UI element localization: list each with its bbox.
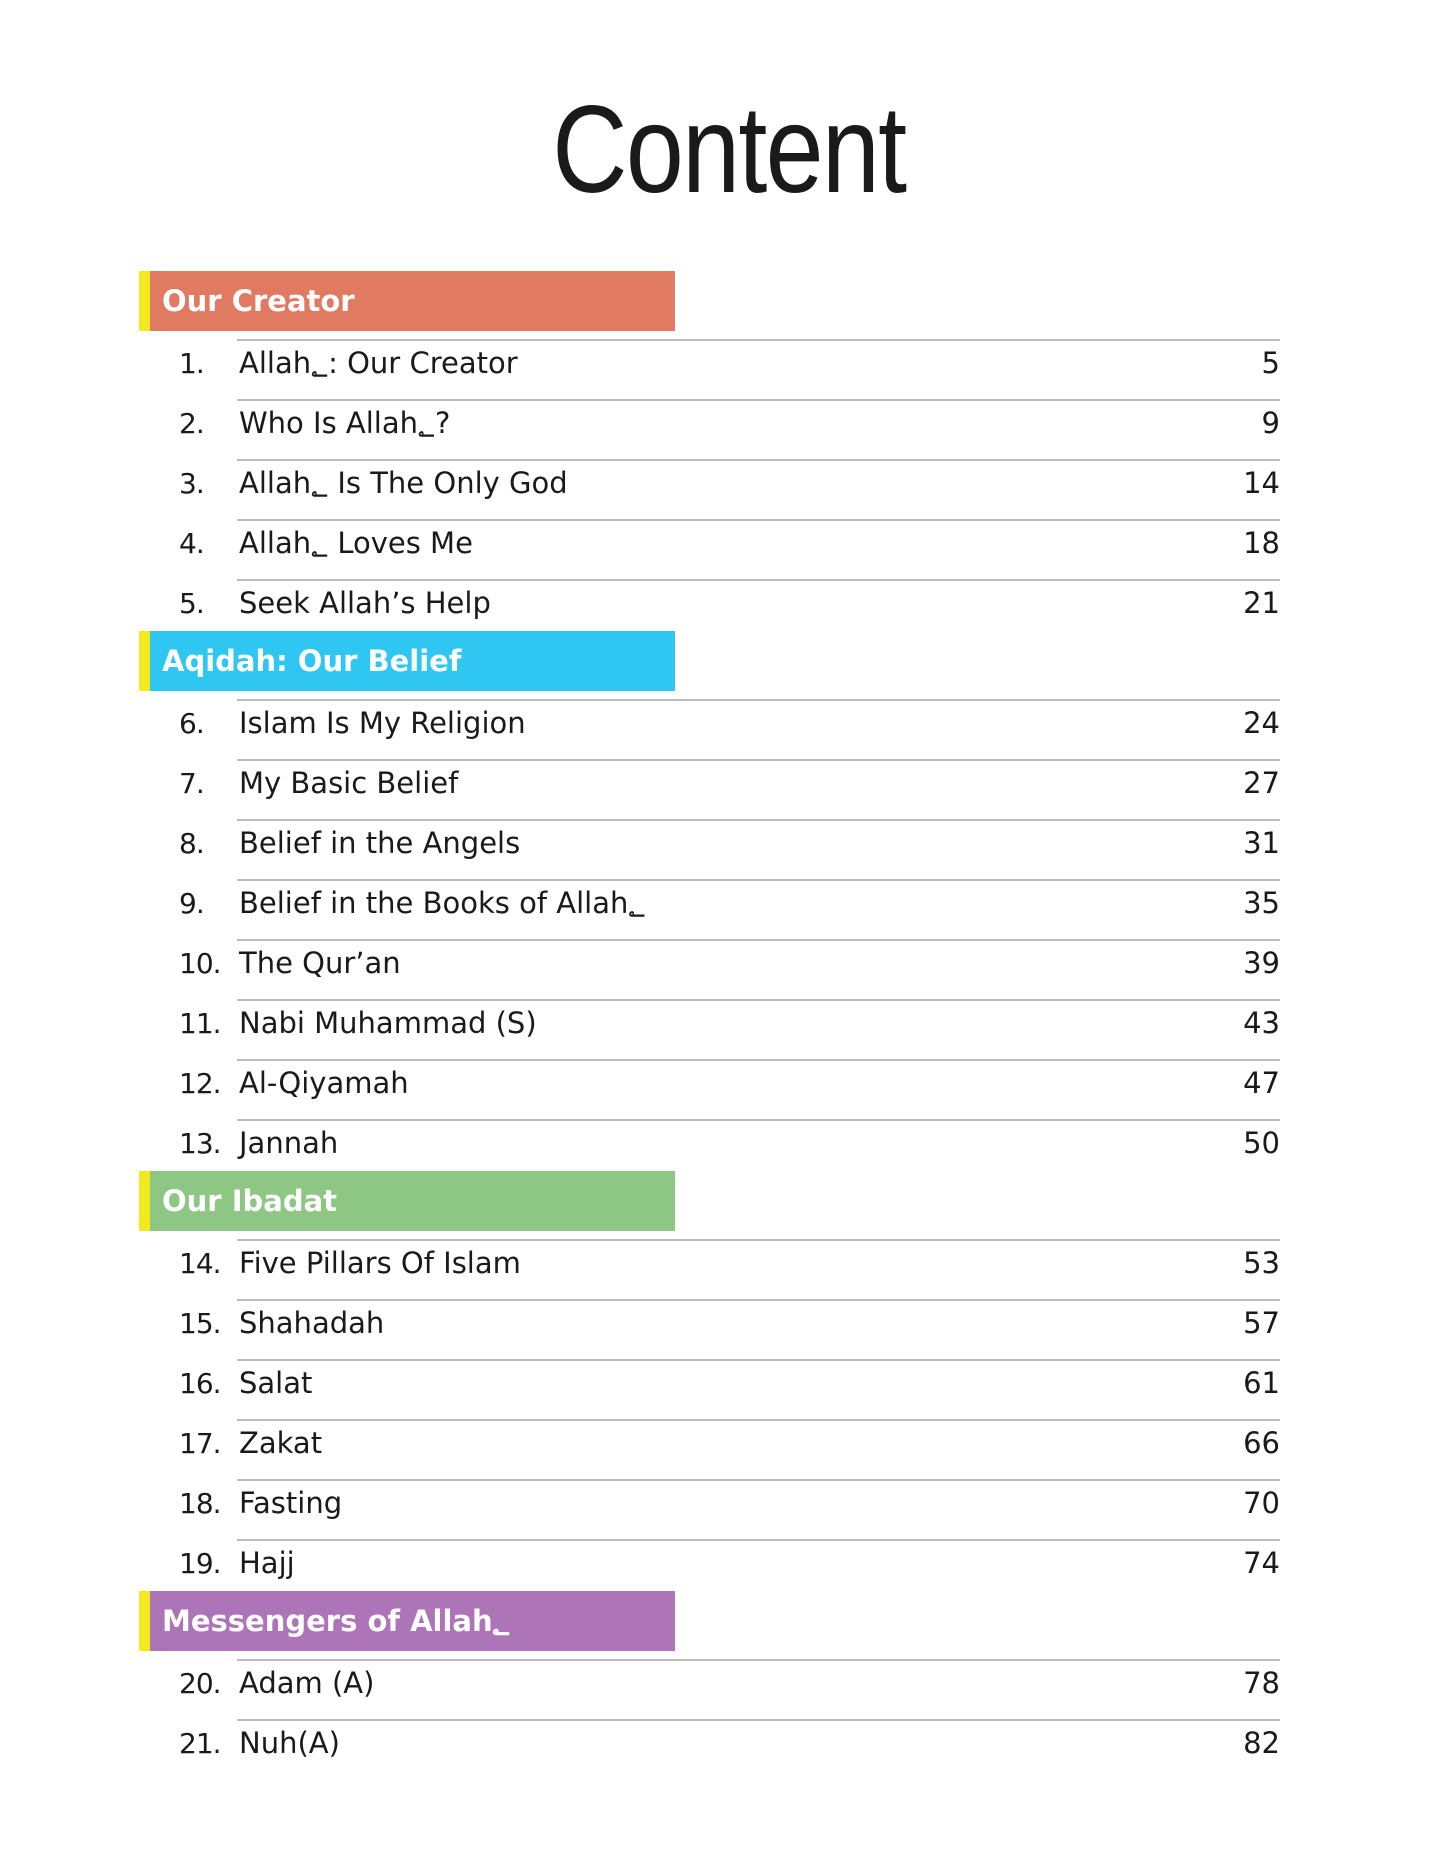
- divider: [237, 999, 1280, 1001]
- toc-entry[interactable]: [139, 511, 1280, 571]
- entry-number: 3.: [179, 466, 204, 500]
- entry-page: 9: [1261, 406, 1280, 440]
- entry-title: Nuh(A): [239, 1726, 340, 1760]
- entry-page: 39: [1243, 946, 1280, 980]
- divider: [237, 1539, 1280, 1541]
- entry-number: 5.: [179, 586, 204, 620]
- entry-page: 50: [1243, 1126, 1280, 1160]
- toc-entry[interactable]: [139, 871, 1280, 931]
- toc-entry[interactable]: [139, 1111, 1280, 1171]
- entry-number: 12.: [179, 1066, 221, 1100]
- entry-title: Nabi Muhammad (S): [239, 1006, 537, 1040]
- toc-entry[interactable]: [139, 451, 1280, 511]
- entry-number: 18.: [179, 1486, 221, 1520]
- entry-title: Shahadah: [239, 1306, 385, 1340]
- entry-title: Islam Is My Religion: [239, 706, 526, 740]
- divider: [237, 819, 1280, 821]
- toc-entry[interactable]: [139, 331, 1280, 391]
- divider: [237, 759, 1280, 761]
- entry-page: 43: [1243, 1006, 1280, 1040]
- divider: [237, 1059, 1280, 1061]
- toc-entry[interactable]: [139, 1411, 1280, 1471]
- entry-number: 4.: [179, 526, 204, 560]
- toc-entry[interactable]: [139, 931, 1280, 991]
- divider: [237, 1479, 1280, 1481]
- section-title: Aqidah: Our Belief: [162, 644, 462, 678]
- divider: [237, 939, 1280, 941]
- entry-number: 13.: [179, 1126, 221, 1160]
- entry-number: 17.: [179, 1426, 221, 1460]
- entry-page: 24: [1243, 706, 1280, 740]
- entry-page: 70: [1243, 1486, 1280, 1520]
- toc-entry[interactable]: [139, 1291, 1280, 1351]
- entry-page: 18: [1243, 526, 1280, 560]
- section-title: Messengers of Allah؂: [162, 1604, 510, 1638]
- entry-title: Allah؂: Our Creator: [239, 346, 518, 380]
- entry-number: 9.: [179, 886, 204, 920]
- entry-title: Belief in the Books of Allah؂: [239, 886, 646, 920]
- entry-page: 47: [1243, 1066, 1280, 1100]
- entry-title: Adam (A): [239, 1666, 375, 1700]
- entry-title: Fasting: [239, 1486, 343, 1520]
- entry-page: 74: [1243, 1546, 1280, 1580]
- toc-entry[interactable]: [139, 1231, 1280, 1291]
- entry-number: 14.: [179, 1246, 221, 1280]
- toc-entry[interactable]: [139, 1051, 1280, 1111]
- entry-page: 5: [1261, 346, 1280, 380]
- entry-number: 1.: [179, 346, 204, 380]
- toc-entry[interactable]: [139, 1351, 1280, 1411]
- table-of-contents: [139, 271, 1280, 1771]
- entry-number: 21.: [179, 1726, 221, 1760]
- toc-entry[interactable]: [139, 811, 1280, 871]
- entry-page: 27: [1243, 766, 1280, 800]
- toc-entry[interactable]: [139, 751, 1280, 811]
- entry-title: Five Pillars Of Islam: [239, 1246, 521, 1280]
- entry-number: 15.: [179, 1306, 221, 1340]
- toc-entry[interactable]: [139, 691, 1280, 751]
- toc-entry[interactable]: [139, 1531, 1280, 1591]
- toc-entry[interactable]: [139, 1711, 1280, 1771]
- entry-page: 31: [1243, 826, 1280, 860]
- divider: [237, 1299, 1280, 1301]
- entry-number: 10.: [179, 946, 221, 980]
- entry-title: The Qur’an: [239, 946, 401, 980]
- divider: [237, 879, 1280, 881]
- section-header-aqidah: [139, 631, 675, 691]
- entry-title: My Basic Belief: [239, 766, 459, 800]
- toc-entry[interactable]: [139, 571, 1280, 631]
- entry-page: 14: [1243, 466, 1280, 500]
- divider: [237, 699, 1280, 701]
- page-title: Content: [552, 81, 906, 219]
- section-header-our-creator: [139, 271, 675, 331]
- entry-title: Jannah: [239, 1126, 339, 1160]
- entry-title: Al-Qiyamah: [239, 1066, 409, 1100]
- section-title: Our Ibadat: [162, 1184, 338, 1218]
- entry-page: 61: [1243, 1366, 1280, 1400]
- divider: [237, 519, 1280, 521]
- entry-number: 7.: [179, 766, 204, 800]
- entry-title: Seek Allah’s Help: [239, 586, 491, 620]
- entry-page: 35: [1243, 886, 1280, 920]
- entry-number: 6.: [179, 706, 204, 740]
- divider: [237, 339, 1280, 341]
- entry-title: Allah؂ Loves Me: [239, 526, 473, 560]
- divider: [237, 1239, 1280, 1241]
- toc-entry[interactable]: [139, 1651, 1280, 1711]
- divider: [237, 1119, 1280, 1121]
- entry-page: 53: [1243, 1246, 1280, 1280]
- divider: [237, 1659, 1280, 1661]
- entry-number: 2.: [179, 406, 204, 440]
- entry-number: 19.: [179, 1546, 221, 1580]
- entry-page: 66: [1243, 1426, 1280, 1460]
- entry-title: Allah؂ Is The Only God: [239, 466, 568, 500]
- divider: [237, 399, 1280, 401]
- entry-page: 82: [1243, 1726, 1280, 1760]
- toc-entry[interactable]: [139, 991, 1280, 1051]
- section-header-our-ibadat: [139, 1171, 675, 1231]
- section-header-messengers: [139, 1591, 675, 1651]
- entry-page: 21: [1243, 586, 1280, 620]
- entry-number: 16.: [179, 1366, 221, 1400]
- divider: [237, 1359, 1280, 1361]
- divider: [237, 579, 1280, 581]
- entry-title: Belief in the Angels: [239, 826, 521, 860]
- entry-title: Salat: [239, 1366, 313, 1400]
- entry-title: Hajj: [239, 1546, 295, 1580]
- entry-page: 78: [1243, 1666, 1280, 1700]
- entry-number: 11.: [179, 1006, 221, 1040]
- section-title: Our Creator: [162, 284, 355, 318]
- entry-title: Zakat: [239, 1426, 323, 1460]
- toc-entry[interactable]: [139, 391, 1280, 451]
- entry-number: 20.: [179, 1666, 221, 1700]
- entry-title: Who Is Allah؂?: [239, 406, 451, 440]
- divider: [237, 1719, 1280, 1721]
- divider: [237, 459, 1280, 461]
- entry-number: 8.: [179, 826, 204, 860]
- toc-entry[interactable]: [139, 1471, 1280, 1531]
- entry-page: 57: [1243, 1306, 1280, 1340]
- divider: [237, 1419, 1280, 1421]
